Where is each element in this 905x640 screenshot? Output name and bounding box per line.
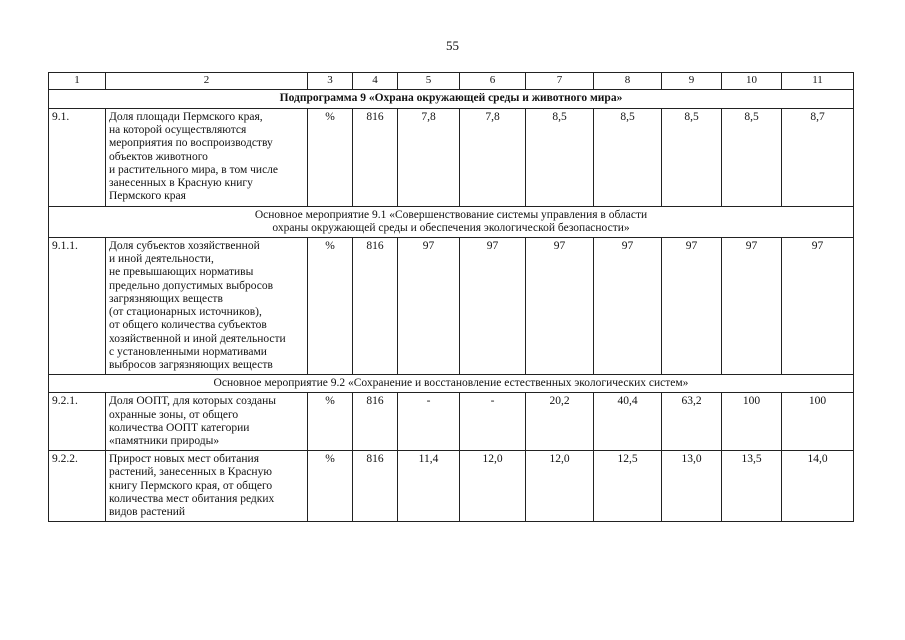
description-line: загрязняющих веществ [109, 292, 223, 305]
value-cell: 8,5 [594, 109, 662, 207]
description-line: не превышающих нормативы [109, 266, 254, 279]
value-cell: 8,5 [662, 109, 722, 207]
subprogram-row [49, 90, 854, 109]
value-cell: 97 [460, 237, 526, 374]
description-line: растений, занесенных в Красную [109, 466, 272, 479]
value-cell: 97 [662, 237, 722, 374]
description-line: занесенных в Красную книгу [109, 177, 253, 190]
row-number: 9.1.1. [49, 237, 106, 374]
description-line: Доля ООПТ, для которых созданы [109, 395, 276, 408]
value-cell: 97 [398, 237, 460, 374]
column-header: 9 [662, 73, 722, 90]
section-title [49, 206, 854, 237]
row-number: 9.2.2. [49, 451, 106, 522]
value-cell: 97 [526, 237, 594, 374]
indicators-table [48, 72, 854, 522]
description-line: и иной деятельности, [109, 253, 214, 266]
description-line: Доля площади Пермского края, [109, 111, 263, 123]
description-line: (от стационарных источников), [109, 306, 262, 319]
value-cell: 63,2 [662, 393, 722, 451]
page-number: 55 [446, 38, 459, 53]
section-row [49, 375, 854, 393]
description-line: «памятники природы» [109, 435, 220, 448]
value-cell: 97 [594, 237, 662, 374]
column-header: 8 [594, 73, 662, 90]
indicator-description [106, 237, 308, 374]
table-row [49, 451, 854, 522]
value-cell: 40,4 [594, 393, 662, 451]
unit-cell: % [308, 237, 353, 374]
code-cell: 816 [353, 451, 398, 522]
indicator-description [106, 393, 308, 451]
value-cell: 97 [782, 237, 854, 374]
description-line: с установленными нормативами [109, 345, 267, 358]
description-line: Доля субъектов хозяйственной [109, 239, 260, 252]
description-line: на которой осуществляются [109, 124, 247, 137]
column-header: 4 [353, 73, 398, 90]
column-header: 11 [782, 73, 854, 90]
value-cell: 12,0 [460, 451, 526, 522]
column-header: 10 [722, 73, 782, 90]
value-cell: 12,5 [594, 451, 662, 522]
description-line: от общего количества субъектов [109, 319, 267, 332]
table-row [49, 237, 854, 374]
code-cell: 816 [353, 109, 398, 207]
indicator-description [106, 451, 308, 522]
indicator-description [106, 109, 308, 207]
description-line: предельно допустимых выбросов [109, 279, 274, 292]
unit-cell: % [308, 451, 353, 522]
description-line: хозяйственной и иной деятельности [109, 332, 286, 345]
value-cell: 7,8 [398, 109, 460, 207]
value-cell: 8,5 [526, 109, 594, 207]
column-numbers-row [49, 73, 854, 90]
value-cell: 97 [722, 237, 782, 374]
value-cell: 13,5 [722, 451, 782, 522]
value-cell: 100 [782, 393, 854, 451]
row-number: 9.1. [49, 109, 106, 207]
value-cell: 8,7 [782, 109, 854, 207]
description-line: Прирост новых мест обитания [109, 453, 259, 466]
description-line: Пермского края [109, 190, 186, 203]
value-cell: 100 [722, 393, 782, 451]
column-header: 3 [308, 73, 353, 90]
value-cell: 12,0 [526, 451, 594, 522]
value-cell: - [460, 393, 526, 451]
value-cell: 7,8 [460, 109, 526, 207]
column-header: 5 [398, 73, 460, 90]
value-cell: 11,4 [398, 451, 460, 522]
value-cell: - [398, 393, 460, 451]
column-header: 2 [106, 73, 308, 90]
table-row [49, 393, 854, 451]
section-title-line: охраны окружающей среды и обеспечения экологической безопасности» [272, 221, 630, 234]
code-cell: 816 [353, 393, 398, 451]
unit-cell: % [308, 109, 353, 207]
table-row [49, 109, 854, 207]
description-line: охранные зоны, от общего [109, 408, 239, 421]
unit-cell: % [308, 393, 353, 451]
section-title: Основное мероприятие 9.2 «Сохранение и восстановление естественных экологических систем» [49, 375, 854, 393]
description-line: мероприятия по воспроизводству [109, 137, 273, 150]
value-cell: 14,0 [782, 451, 854, 522]
subprogram-title: Подпрограмма 9 «Охрана окружающей среды и животного мира» [49, 90, 854, 109]
value-cell: 8,5 [722, 109, 782, 207]
code-cell: 816 [353, 237, 398, 374]
column-header: 7 [526, 73, 594, 90]
section-title-line: Основное мероприятие 9.1 «Совершенствование системы управления в области [254, 208, 648, 221]
value-cell: 13,0 [662, 451, 722, 522]
description-line: видов растений [109, 506, 186, 519]
column-header: 6 [460, 73, 526, 90]
section-row [49, 206, 854, 237]
row-number: 9.2.1. [49, 393, 106, 451]
column-header: 1 [49, 73, 106, 90]
description-line: количества ООПТ категории [109, 421, 250, 434]
description-line: книгу Пермского края, от общего [109, 479, 273, 492]
description-line: и растительного мира, в том числе [109, 163, 279, 176]
value-cell: 20,2 [526, 393, 594, 451]
description-line: выбросов загрязняющих веществ [109, 358, 273, 371]
description-line: количества мест обитания редких [109, 492, 275, 505]
description-line: объектов животного [109, 150, 208, 163]
